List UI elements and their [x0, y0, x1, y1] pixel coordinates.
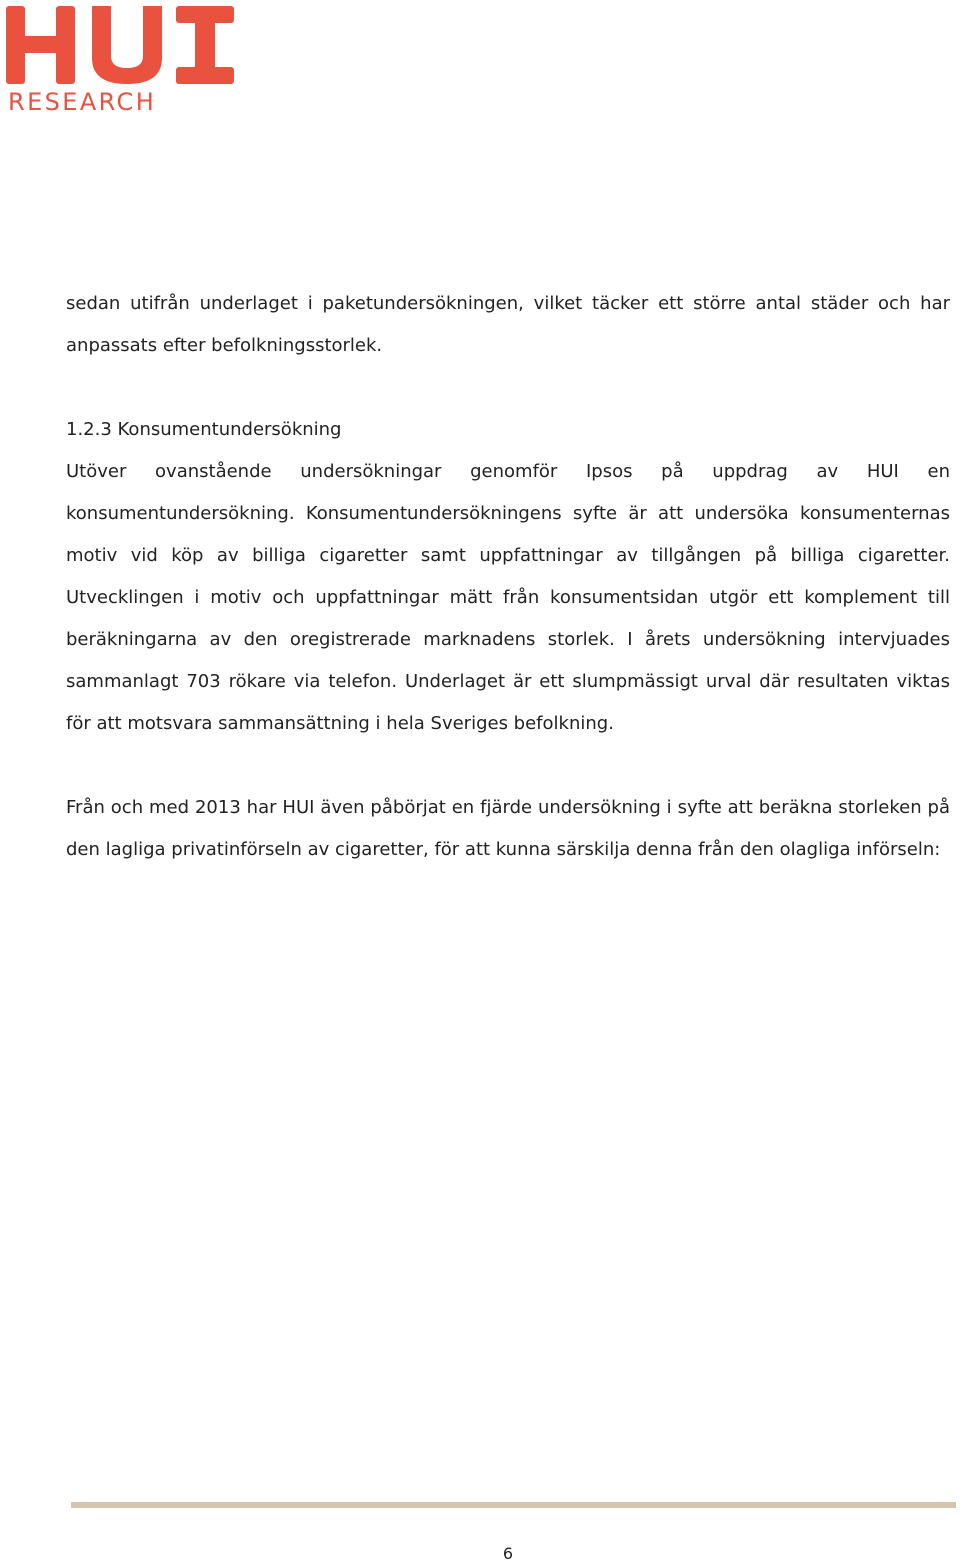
- section-heading: 1.2.3 Konsumentundersökning: [66, 419, 342, 440]
- paragraph-privatinforsel: Från och med 2013 har HUI även påbörjat en fjärde undersökning i syfte att beräkna storleken på den lagliga privatinförseln av cigaretter, för att kunna särskilja denna från den olagliga införseln:: [66, 797, 950, 860]
- paragraph-gap: [66, 367, 950, 409]
- hui-logo-mark: [6, 6, 238, 84]
- paragraph-continued: sedan utifrån underlaget i paketundersökningen, vilket täcker ett större antal städer och har anpassats efter befolkningsstorlek.: [66, 293, 950, 356]
- paragraph-gap: [66, 745, 950, 787]
- footer-rule: [71, 1502, 956, 1508]
- logo-subtext: RESEARCH: [8, 88, 157, 116]
- page-number: 6: [502, 1544, 514, 1563]
- paragraph-konsumentundersokning: Utöver ovanstående undersökningar genomför Ipsos på uppdrag av HUI en konsumentundersökning. Konsumentundersökningens syfte är att undersöka konsumenternas motiv vid köp av billiga cigaretter samt uppfattningar av tillgången på billiga cigaretter. Utvecklingen i motiv och uppfattningar mätt från konsumentsidan utgör ett komplement till beräkningarna av den oregistrerade marknadens storlek. I årets undersökning intervjuades sammanlagt 703 rökare via telefon. Underlaget är ett slumpmässigt urval där resultaten viktas för att motsvara sammansättning i hela Sveriges befolkning.: [66, 461, 950, 734]
- hui-research-logo: [6, 6, 238, 118]
- document-body: [66, 283, 950, 871]
